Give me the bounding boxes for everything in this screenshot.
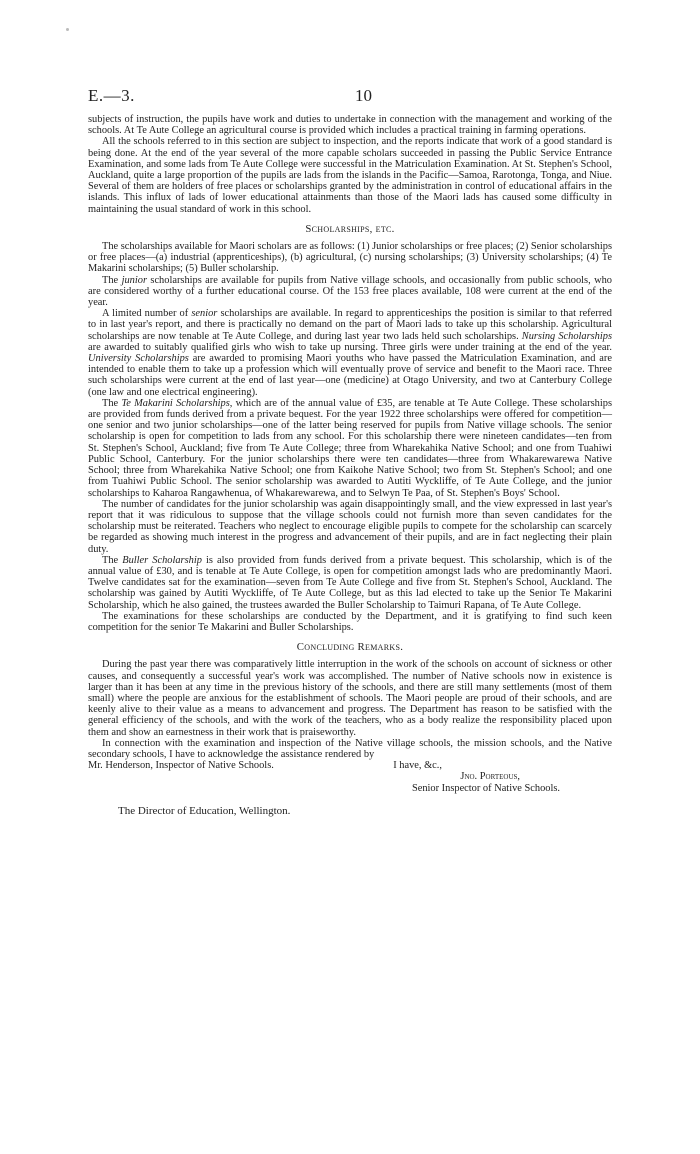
text: The (102, 274, 122, 286)
text: scholarships are available. In regard to apprenticeships the position is similar to that referred to in last year's report, and there is practically no demand on the part of Maori lads to take up this scholarship. Agricultural scholarships are now tenable at Te Aute College, and during last year two lads held such scholarships. (88, 308, 612, 342)
addressee: The Director of Education, Wellington. (118, 804, 291, 817)
paragraph: subjects of instruction, the pupils have work and duties to undertake in connection with the management and working of the schools. At Te Aute College an agricultural course is provided which includes a practical training in farming operations. (88, 114, 612, 137)
page-number: 10 (355, 86, 372, 105)
signature-line (88, 760, 612, 771)
emphasis: Te Makarini Scholarships, (121, 397, 233, 409)
emphasis: senior (191, 308, 218, 320)
margin-mark (66, 28, 69, 31)
text: A limited number of (102, 308, 192, 320)
paragraph: The scholarships available for Maori scholars are as follows: (1) Junior scholarships or free places; (2) Senior scholarships or free places—(a) industrial (apprenticeships), (b) agricultural, (c) nursing scholarships; (3) University scholarships; (4) Te Makarini scholarships; (5) Buller scholarship. (88, 241, 612, 275)
closing: I have, &c., (393, 760, 442, 772)
emphasis: junior (121, 274, 147, 286)
paragraph: All the schools referred to in this section are subject to inspection, and the reports indicate that work of a good standard is being done. At the end of the year several of the more capable scholars succeeded in passing the Public Service Entrance Examination, and some lads from Te Aute College were successful in the Matriculation Examination. At St. Stephen's School, Auckland, quite a large proportion of the pupils are lads from the islands in the Pacific—Samoa, Rarotonga, Tonga, and Niue. Several of them are holders of free places or scholarships granted by the administration in control of educational affairs in the islands. This influx of lads of lower educational attainments than those of the Maori lads has caused some difficulty in maintaining the usual standard of work in this school. (88, 136, 612, 215)
signature-block (88, 760, 612, 794)
paragraph (88, 308, 612, 398)
emphasis: Nursing Scholarships (521, 330, 613, 342)
emphasis: University Scholarships (88, 353, 189, 365)
document-body (88, 114, 612, 817)
paragraph (88, 398, 612, 499)
document-reference: E.—3. (88, 86, 135, 105)
paragraph (88, 555, 612, 611)
signatory-title: Senior Inspector of Native Schools. (411, 782, 560, 794)
text: is also provided from funds derived from a private bequest. This scholarship, which is of the annual value of £30, and is tenable at Te Aute College, is open for competition amongst lads who are predominantly Maori. Twelve candidates sat for the examination—seven from Te Aute College and five from St. Stephen's School, Auckland. The scholarship was gained by Autiti Wyckliffe, of Te Aute College, but as this lad elected to take up the Senior Te Makarini Scholarship, which he also gained, the trustees awarded the Buller Scholarship to Taimuri Rapana, of Te Aute College. (88, 554, 612, 611)
text: The (102, 397, 122, 409)
section-heading-scholarships: Scholarships, etc. (305, 222, 395, 235)
text: are awarded to promising Maori youths who have passed the Matriculation Examination, and are intended to enable them to take up a profession which will eventually prove of service and benefit to the Maori race. Three such scholarships were current at the end of last year—one (medicine) at Otago University, and two at Canterbury College (one law and one electrical engineering). (88, 353, 612, 398)
signatory-name: Jno. Porteous, (460, 771, 520, 783)
text: scholarships are available for pupils from Native village schools, and occasionally from public schools, who are considered worthy of a further educational course. Of the 153 free places available, 108 were current at the end of the year. (88, 274, 612, 309)
section-heading-concluding: Concluding Remarks. (296, 641, 404, 654)
text: The (102, 554, 123, 566)
emphasis: Buller Scholarship (122, 554, 202, 566)
acknowledged-person: Mr. Henderson, Inspector of Native Schools. (88, 760, 274, 772)
paragraph: The number of candidates for the junior scholarship was again disappointingly small, and the view expressed in last year's report that it was ridiculous to suppose that the village schools could not furnish more than seven candidates for the scholarship must be reiterated. Teachers who neglect to encourage eligible pupils to compete for the scholarship can scarcely be regarded as showing much interest in the progress and advancement of their pupils, and are in fact neglecting their plain duty. (88, 498, 612, 555)
paragraph: The examinations for these scholarships are conducted by the Department, and it is gratifying to find such keen competition for the senior Te Makarini and Buller Scholarships. (88, 610, 612, 633)
paragraph: In connection with the examination and inspection of the Native village schools, the mission schools, and the Native secondary schools, I have to acknowledge the assistance rendered by (88, 737, 612, 760)
text: are awarded to suitably qualified girls who wish to take up nursing. Three girls were under training at the end of the year. (88, 341, 612, 353)
paragraph: During the past year there was comparatively little interruption in the work of the schools on account of sickness or other causes, and consequently a successful year's work was accomplished. The number of Native schools now in existence is larger than it has been at any time in the previous history of the schools, and there are still many settlements (most of them small) where the people are anxious for the establishment of schools. The Maori people are proud of their schools, and are keenly alive to their value as a means to advancement and progress. The Department has reason to be satisfied with the general efficiency of the schools, and with the work of the teachers, who as a body realize the responsibility placed upon them and show an earnestness in their work that is praiseworthy. (88, 659, 612, 738)
text: which are of the annual value of £35, are tenable at Te Aute College. These scholarships are provided from funds derived from a private bequest. For the year 1922 three scholarships were offered for competition—one senior and two junior scholarships—one of the latter being reserved for pupils from Native village schools. The senior scholarship is open for competition to lads from any school. For this scholarship there were nineteen candidates—ten from St. Stephen's School, Auckland; five from Te Aute College; three from Wharekahika Native School; and one from Tuahiwi Public School, Canterbury. For the junior scholarships there were ten candidates—three from Whakarewarewa Native School; three from Wharekahika Native School; one from Kaikohe Native School; two from St. Stephen's School; and one from Tuahiwi Public School. The senior scholarship was awarded to Autiti Wyckliffe, of Te Aute College, and the junior scholarships to Kaharoa Rangawhenua, of Whakarewarewa, and to Selwyn Te Paa, of St. Stephen's Boys' School. (88, 397, 612, 499)
paragraph (88, 275, 612, 309)
